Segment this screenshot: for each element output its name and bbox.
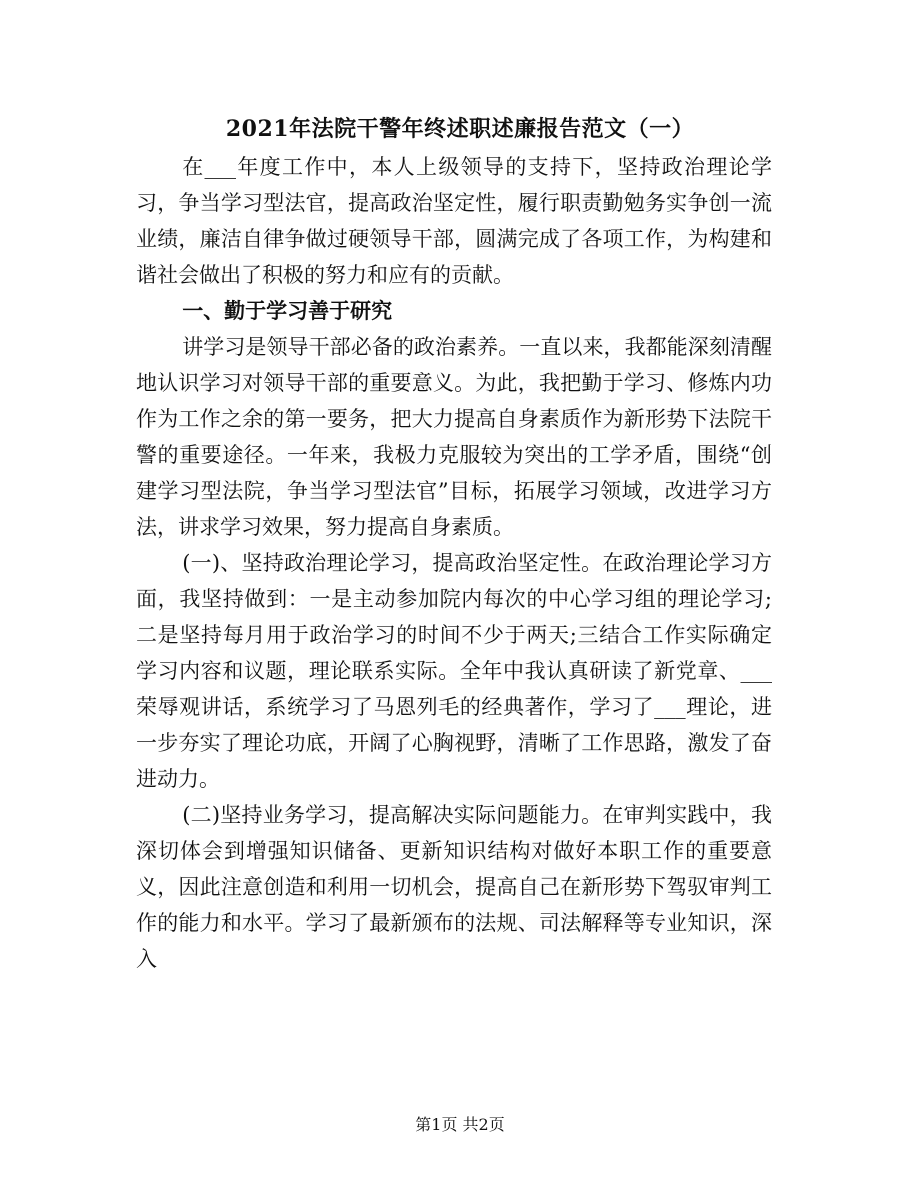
document-title: 2021年法院干警年终述职述廉报告范文（一） [225, 116, 695, 142]
page-number-footer: 第1页 共2页 [415, 1115, 505, 1134]
section-heading: 一、勤于学习善于研究 [182, 298, 393, 323]
body-paragraph: (二)坚持业务学习，提高解决实际问题能力。在审判实践中，我深切体会到增强知识储备、更新知识结构对做好本职工作的重要意义，因此注意创造和利用一切机会，提高自己在新形势下驾驭审判工作的能力和水平。学习了最新颁布的法规、司法解释等专业知识，深入 [136, 803, 772, 971]
body-paragraph: 讲学习是领导干部必备的政治素养。一直以来，我都能深刻清醒地认识学习对领导干部的重要意义。为此，我把勤于学习、修炼内功作为工作之余的第一要务，把大力提高自身素质作为新形势下法院干警的重要途径。一年来，我极力克服较为突出的工学矛盾，围绕“创建学习型法院，争当学习型法官”目标，拓展学习领域，改进学习方法，讲求学习效果，努力提高自身素质。 [136, 335, 772, 539]
document-body [136, 149, 772, 977]
intro-paragraph: 在___年度工作中，本人上级领导的支持下，坚持政治理论学习，争当学习型法官，提高政治坚定性，履行职责勤勉务实争创一流业绩，廉洁自律争做过硬领导干部，圆满完成了各项工作，为构建和谐社会做出了积极的努力和应有的贡献。 [136, 155, 772, 287]
body-paragraph: (一)、坚持政治理论学习，提高政治坚定性。在政治理论学习方面，我坚持做到：一是主动参加院内每次的中心学习组的理论学习;二是坚持每月用于政治学习的时间不少于两天;三结合工作实际确定学习内容和议题，理论联系实际。全年中我认真研读了新党章、___荣辱观讲话，系统学习了马恩列毛的经典著作，学习了___理论，进一步夯实了理论功底，开阔了心胸视野，清晰了工作思路，激发了奋进动力。 [136, 551, 772, 791]
